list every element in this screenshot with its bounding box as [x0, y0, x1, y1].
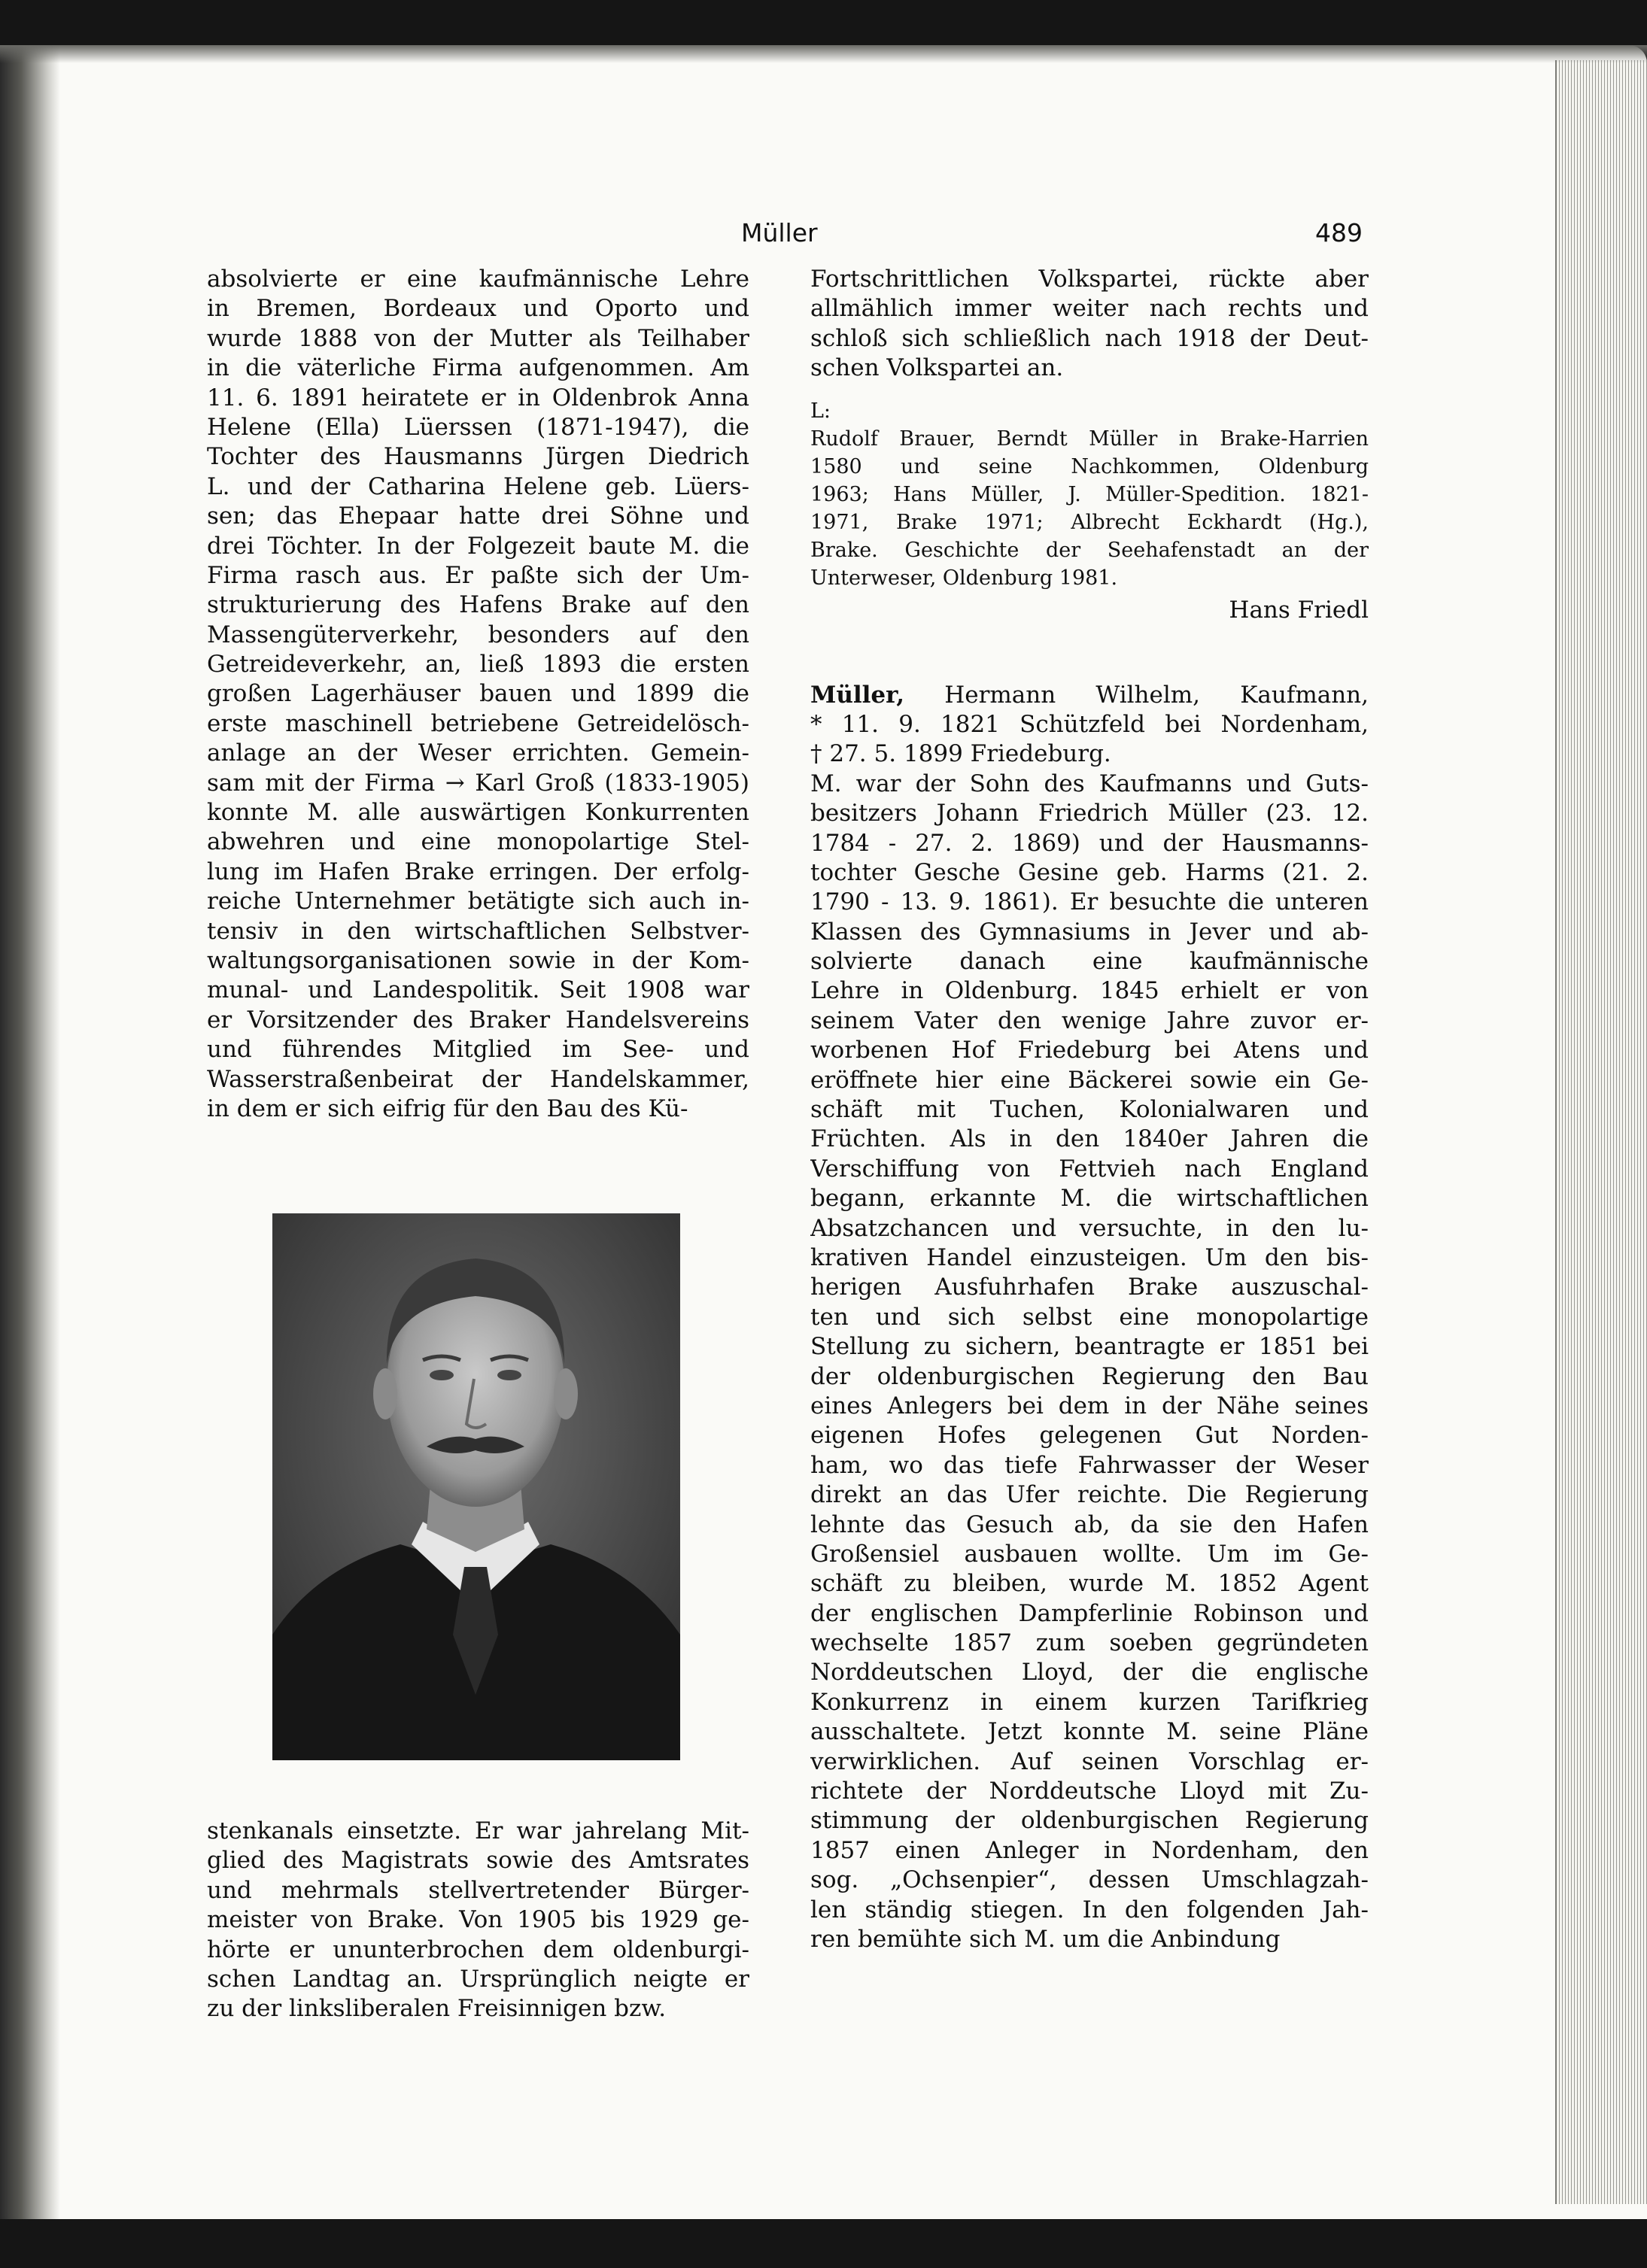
entry2-line: ausschaltete. Jetzt konnte M. seine Pläne [810, 1718, 1369, 1746]
right-top-line: schloß sich schließlich nach 1918 der Deut- [810, 324, 1369, 352]
left-top-line: Massengüterverkehr, besonders auf den [207, 621, 749, 648]
entry2-line: besitzers Johann Friedrich Müller (23. 12. [810, 800, 1369, 827]
left-top-line: sam mit der Firma → Karl Groß (1833-1905) [207, 769, 749, 797]
right-column [810, 265, 1369, 1954]
right-top-line: Fortschrittlichen Volkspartei, rückte aber [810, 266, 1369, 293]
entry2-line: Stellung zu sichern, beantragte er 1851 bei [810, 1333, 1369, 1361]
entry2-line: ren bemühte sich M. um die Anbindung [810, 1925, 1281, 1953]
left-bottom-line: meister von Brake. Von 1905 bis 1929 ge- [207, 1906, 749, 1934]
entry2-line: Verschiffung von Fettvieh nach England [810, 1155, 1369, 1183]
left-top-line: Getreideverkehr, an, ließ 1893 die ersten [207, 651, 749, 679]
page-edges [1555, 60, 1647, 2204]
left-bottom-line: und mehrmals stellvertretender Bürger- [207, 1876, 749, 1904]
entry2-first-line-rest: Hermann Wilhelm, Kaufmann, [944, 681, 1369, 709]
left-top-line: in die väterliche Firma aufgenommen. Am [207, 354, 749, 382]
entry2-line: schäft mit Tuchen, Kolonialwaren und [810, 1096, 1369, 1124]
left-bottom-line: stenkanals einsetzte. Er war jahrelang Mit- [207, 1817, 749, 1844]
page-top-shadow [0, 45, 1647, 63]
entry2-line: eröffnete hier eine Bäckerei sowie ein Ge- [810, 1066, 1369, 1094]
left-top-line: wurde 1888 von der Mutter als Teilhaber [207, 324, 749, 352]
entry2-line: Klassen des Gymnasiums in Jever und ab- [810, 918, 1369, 946]
left-bottom-line: schen Landtag an. Ursprünglich neigte er [207, 1965, 749, 1993]
left-top-line: großen Lagerhäuser bauen und 1899 die [207, 680, 749, 708]
left-top-line: strukturierung des Hafens Brake auf den [207, 591, 749, 619]
entry2-line: der englischen Dampferlinie Robinson und [810, 1599, 1369, 1627]
entry2-line: begann, erkannte M. die wirtschaftlichen [810, 1185, 1369, 1213]
entry2-line: stimmung der oldenburgischen Regierung [810, 1807, 1369, 1835]
entry2-line: tochter Gesche Gesine geb. Harms (21. 2. [810, 858, 1369, 886]
left-top-line: Firma rasch aus. Er paßte sich der Um- [207, 561, 749, 589]
entry2-line: solvierte danach eine kaufmännische [810, 948, 1369, 976]
entry2 [810, 681, 1369, 1955]
left-top-line: anlage an der Weser errichten. Gemein- [207, 739, 749, 767]
entry2-line: ham, wo das tiefe Fahrwasser der Weser [810, 1451, 1369, 1479]
left-top-line: tensiv in den wirtschaftlichen Selbstver- [207, 917, 749, 945]
running-header: Müller [741, 218, 818, 247]
entry2-line: schäft zu bleiben, wurde M. 1852 Agent [810, 1570, 1369, 1598]
entry2-line: Früchten. Als in den 1840er Jahren die [810, 1125, 1369, 1153]
literature-line: Unterweser, Oldenburg 1981. [810, 566, 1118, 590]
entry2-line: sog. „Ochsenpier“, dessen Umschlagzah- [810, 1866, 1369, 1894]
left-top-line: Helene (Ella) Lüerssen (1871-1947), die [207, 413, 749, 441]
left-top-line: Wasserstraßenbeirat der Handelskammer, [207, 1065, 749, 1093]
left-top-line: lung im Hafen Brake erringen. Der erfolg- [207, 858, 749, 885]
portrait-photo [272, 1213, 680, 1760]
left-top-line: waltungsorganisationen sowie in der Kom- [207, 946, 749, 974]
left-top-line: konnte M. alle auswärtigen Konkurrenten [207, 799, 749, 827]
literature-line: 1963; Hans Müller, J. Müller-Spedition. 1821- [810, 482, 1369, 506]
literature-block [810, 397, 1369, 628]
left-top-line: und führendes Mitglied im See- und [207, 1036, 749, 1064]
entry2-line: Großensiel ausbauen wollte. Um im Ge- [810, 1540, 1369, 1568]
entry2-line: direkt an das Ufer reichte. Die Regierung [810, 1481, 1369, 1509]
entry2-line: † 27. 5. 1899 Friedeburg. [810, 740, 1111, 768]
left-top-line: Tochter des Hausmanns Jürgen Diedrich [207, 443, 749, 471]
right-top-line: schen Volkspartei an. [810, 354, 1064, 382]
left-top-line: drei Töchter. In der Folgezeit baute M. die [207, 532, 749, 560]
left-top-line: in dem er sich eifrig für den Bau des Kü- [207, 1095, 688, 1122]
entry2-line: 1784 - 27. 2. 1869) und der Hausmanns- [810, 829, 1369, 857]
left-column-bottom [207, 1817, 749, 2024]
left-bottom-line: glied des Magistrats sowie des Amtsrates [207, 1847, 749, 1875]
entry2-line: wechselte 1857 zum soeben gegründeten [810, 1629, 1369, 1657]
entry2-line: worbenen Hof Friedeburg bei Atens und [810, 1037, 1369, 1064]
left-top-line: absolvierte er eine kaufmännische Lehre [207, 266, 749, 293]
literature-label: L: [810, 399, 831, 423]
right-top-line: allmählich immer weiter nach rechts und [810, 295, 1369, 323]
left-top-line: sen; das Ehepaar hatte drei Söhne und [207, 502, 749, 530]
literature-line: 1971, Brake 1971; Albrecht Eckhardt (Hg.), [810, 510, 1369, 534]
entry2-line: eines Anlegers bei dem in der Nähe seines [810, 1392, 1369, 1419]
left-top-line: L. und der Catharina Helene geb. Lüers- [207, 472, 749, 500]
entry2-first-line [810, 681, 1369, 710]
entry2-line: verwirklichen. Auf seinen Vorschlag er- [810, 1747, 1369, 1775]
literature-line: 1580 und seine Nachkommen, Oldenburg [810, 454, 1369, 478]
entry2-line: richtete der Norddeutsche Lloyd mit Zu- [810, 1778, 1369, 1805]
entry2-line: Absatzchancen und versuchte, in den lu- [810, 1214, 1369, 1242]
left-top-line: erste maschinell betriebene Getreidelösch- [207, 709, 749, 737]
left-top-line: reiche Unternehmer betätigte sich auch in- [207, 888, 749, 915]
left-top-line: 11. 6. 1891 heiratete er in Oldenbrok Anna [207, 384, 749, 411]
book-gutter [0, 45, 60, 2219]
entry2-line: len ständig stiegen. In den folgenden Jah- [810, 1896, 1369, 1923]
portrait-image [272, 1213, 680, 1760]
left-top-line: abwehren und eine monopolartige Stel- [207, 828, 749, 856]
entry2-line: herigen Ausfuhrhafen Brake auszuschal- [810, 1274, 1369, 1301]
left-top-line: in Bremen, Bordeaux und Oporto und [207, 295, 749, 323]
left-column-top [207, 265, 749, 1124]
entry2-line: ten und sich selbst eine monopolartige [810, 1303, 1369, 1331]
entry2-line: * 11. 9. 1821 Schützfeld bei Nordenham, [810, 710, 1369, 738]
entry2-line: krativen Handel einzusteigen. Um den bis- [810, 1243, 1369, 1271]
entry2-line: Konkurrenz in einem kurzen Tarifkrieg [810, 1688, 1369, 1716]
entry2-line: eigenen Hofes gelegenen Gut Norden- [810, 1422, 1369, 1450]
literature-line: Brake. Geschichte der Seehafenstadt an der [810, 538, 1369, 562]
left-top-line: er Vorsitzender des Braker Handelsvereins [207, 1006, 749, 1034]
entry2-headword: Müller, [810, 681, 904, 709]
left-top-line: munal- und Landespolitik. Seit 1908 war [207, 976, 749, 1004]
page-number: 489 [1315, 218, 1363, 247]
entry2-line: 1790 - 13. 9. 1861). Er besuchte die unteren [810, 888, 1369, 916]
author-signature: Hans Friedl [1229, 596, 1369, 624]
left-bottom-line: zu der linksliberalen Freisinnigen bzw. [207, 1995, 667, 2023]
entry2-line: lehnte das Gesuch ab, da sie den Hafen [810, 1510, 1369, 1538]
entry2-line: seinem Vater den wenige Jahre zuvor er- [810, 1006, 1369, 1034]
entry2-line: der oldenburgischen Regierung den Bau [810, 1362, 1369, 1390]
entry2-line: M. war der Sohn des Kaufmanns und Guts- [810, 770, 1369, 797]
entry2-line: Lehre in Oldenburg. 1845 erhielt er von [810, 977, 1369, 1005]
entry2-line: 1857 einen Anleger in Nordenham, den [810, 1836, 1369, 1864]
left-bottom-line: hörte er ununterbrochen dem oldenburgi- [207, 1936, 749, 1963]
entry1-continuation [810, 265, 1369, 384]
entry2-line: Norddeutschen Lloyd, der die englische [810, 1659, 1369, 1687]
literature-line: Rudolf Brauer, Berndt Müller in Brake-Harrien [810, 427, 1369, 451]
